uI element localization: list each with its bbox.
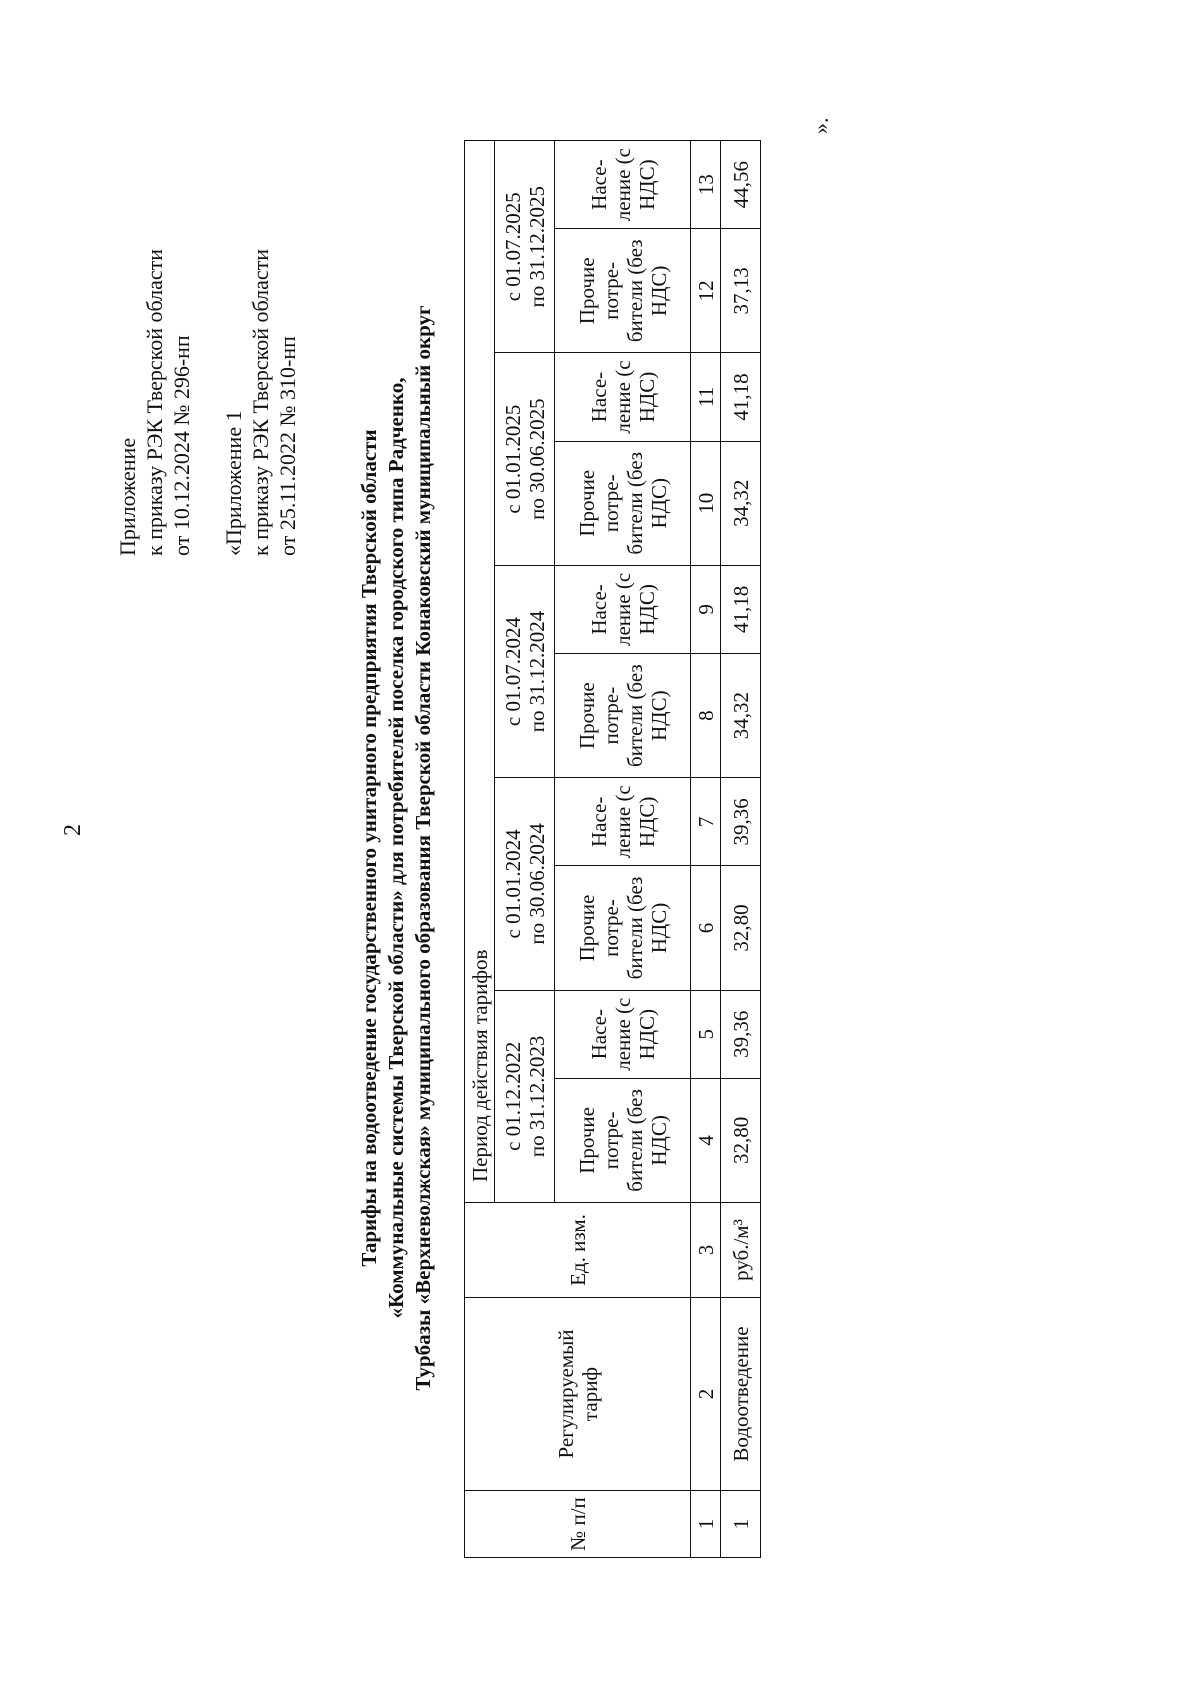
subheader-other: Прочие потре- бители (без НДС): [555, 866, 691, 990]
column-number: 8: [691, 654, 721, 778]
appendix-date: от 25.11.2022 № 310-нп: [275, 336, 300, 556]
period-header: с 01.01.2025 по 30.06.2025: [495, 353, 555, 565]
tariff-value: 44,56: [721, 141, 761, 229]
column-number: 1: [691, 1491, 721, 1558]
tariff-value: 32,80: [721, 1078, 761, 1202]
title-line: Турбазы «Верхневолжская» муниципального образования Тверской области Конаковский муниципальный округ: [411, 305, 435, 1391]
period-header: с 01.07.2024 по 31.12.2024: [495, 565, 555, 777]
row-tariff-name: Водоотведение: [721, 1298, 761, 1491]
column-number: 3: [691, 1203, 721, 1298]
appendix-header-original: [220, 249, 301, 556]
appendix-order: к приказу РЭК Тверской области: [142, 248, 167, 556]
tariff-value: 37,13: [721, 229, 761, 353]
table-row: [721, 141, 761, 1558]
tariff-value: 34,32: [721, 654, 761, 778]
period-header: с 01.07.2025 по 31.12.2025: [495, 141, 555, 353]
tariff-table: [464, 140, 761, 1558]
table-header-row: [465, 141, 495, 1558]
document-title: [356, 0, 437, 1696]
column-number: 4: [691, 1078, 721, 1202]
subheader-other: Прочие потре- бители (без НДС): [555, 441, 691, 565]
tariff-value: 41,18: [721, 565, 761, 653]
appendix-header-current: [114, 249, 195, 556]
subheader-population: Насе- ление (с НДС): [555, 141, 691, 229]
column-number: 7: [691, 778, 721, 866]
tariff-value: 32,80: [721, 866, 761, 990]
column-number: 2: [691, 1298, 721, 1491]
column-number: 10: [691, 441, 721, 565]
period-header: с 01.01.2024 по 30.06.2024: [495, 778, 555, 990]
title-line: Тарифы на водоотведение государственного унитарного предприятия Тверской области: [357, 429, 381, 1267]
subheader-population: Насе- ление (с НДС): [555, 353, 691, 441]
tariff-value: 39,36: [721, 990, 761, 1078]
subheader-population: Насе- ление (с НДС): [555, 565, 691, 653]
tariff-value: 39,36: [721, 778, 761, 866]
period-header: с 01.12.2022 по 31.12.2023: [495, 990, 555, 1202]
column-number-row: [691, 141, 721, 1558]
closing-quote: ».: [808, 117, 833, 134]
row-unit: руб./м³: [721, 1203, 761, 1298]
column-number: 6: [691, 866, 721, 990]
header-unit: Ед. изм.: [465, 1203, 691, 1298]
subheader-other: Прочие потре- бители (без НДС): [555, 229, 691, 353]
appendix-label: Приложение: [115, 437, 140, 556]
header-tariff: Регулируемый тариф: [465, 1298, 691, 1491]
column-number: 12: [691, 229, 721, 353]
appendix-order: к приказу РЭК Тверской области: [248, 248, 273, 556]
appendix-label: «Приложение 1: [221, 410, 246, 556]
subheader-other: Прочие потре- бители (без НДС): [555, 1078, 691, 1202]
title-line: «Коммунальные системы Тверской области» для потребителей поселка городского типа Радченко,: [384, 377, 408, 1319]
subheader-population: Насе- ление (с НДС): [555, 990, 691, 1078]
appendix-date: от 10.12.2024 № 296-нп: [169, 335, 194, 556]
page-number: 2: [60, 824, 86, 836]
column-number: 5: [691, 990, 721, 1078]
tariff-value: 41,18: [721, 353, 761, 441]
header-row-number: № п/п: [465, 1491, 691, 1558]
subheader-population: Насе- ление (с НДС): [555, 778, 691, 866]
column-number: 13: [691, 141, 721, 229]
row-number: 1: [721, 1491, 761, 1558]
column-number: 9: [691, 565, 721, 653]
column-number: 11: [691, 353, 721, 441]
header-period: Период действия тарифов: [465, 141, 495, 1203]
subheader-other: Прочие потре- бители (без НДС): [555, 654, 691, 778]
tariff-value: 34,32: [721, 441, 761, 565]
